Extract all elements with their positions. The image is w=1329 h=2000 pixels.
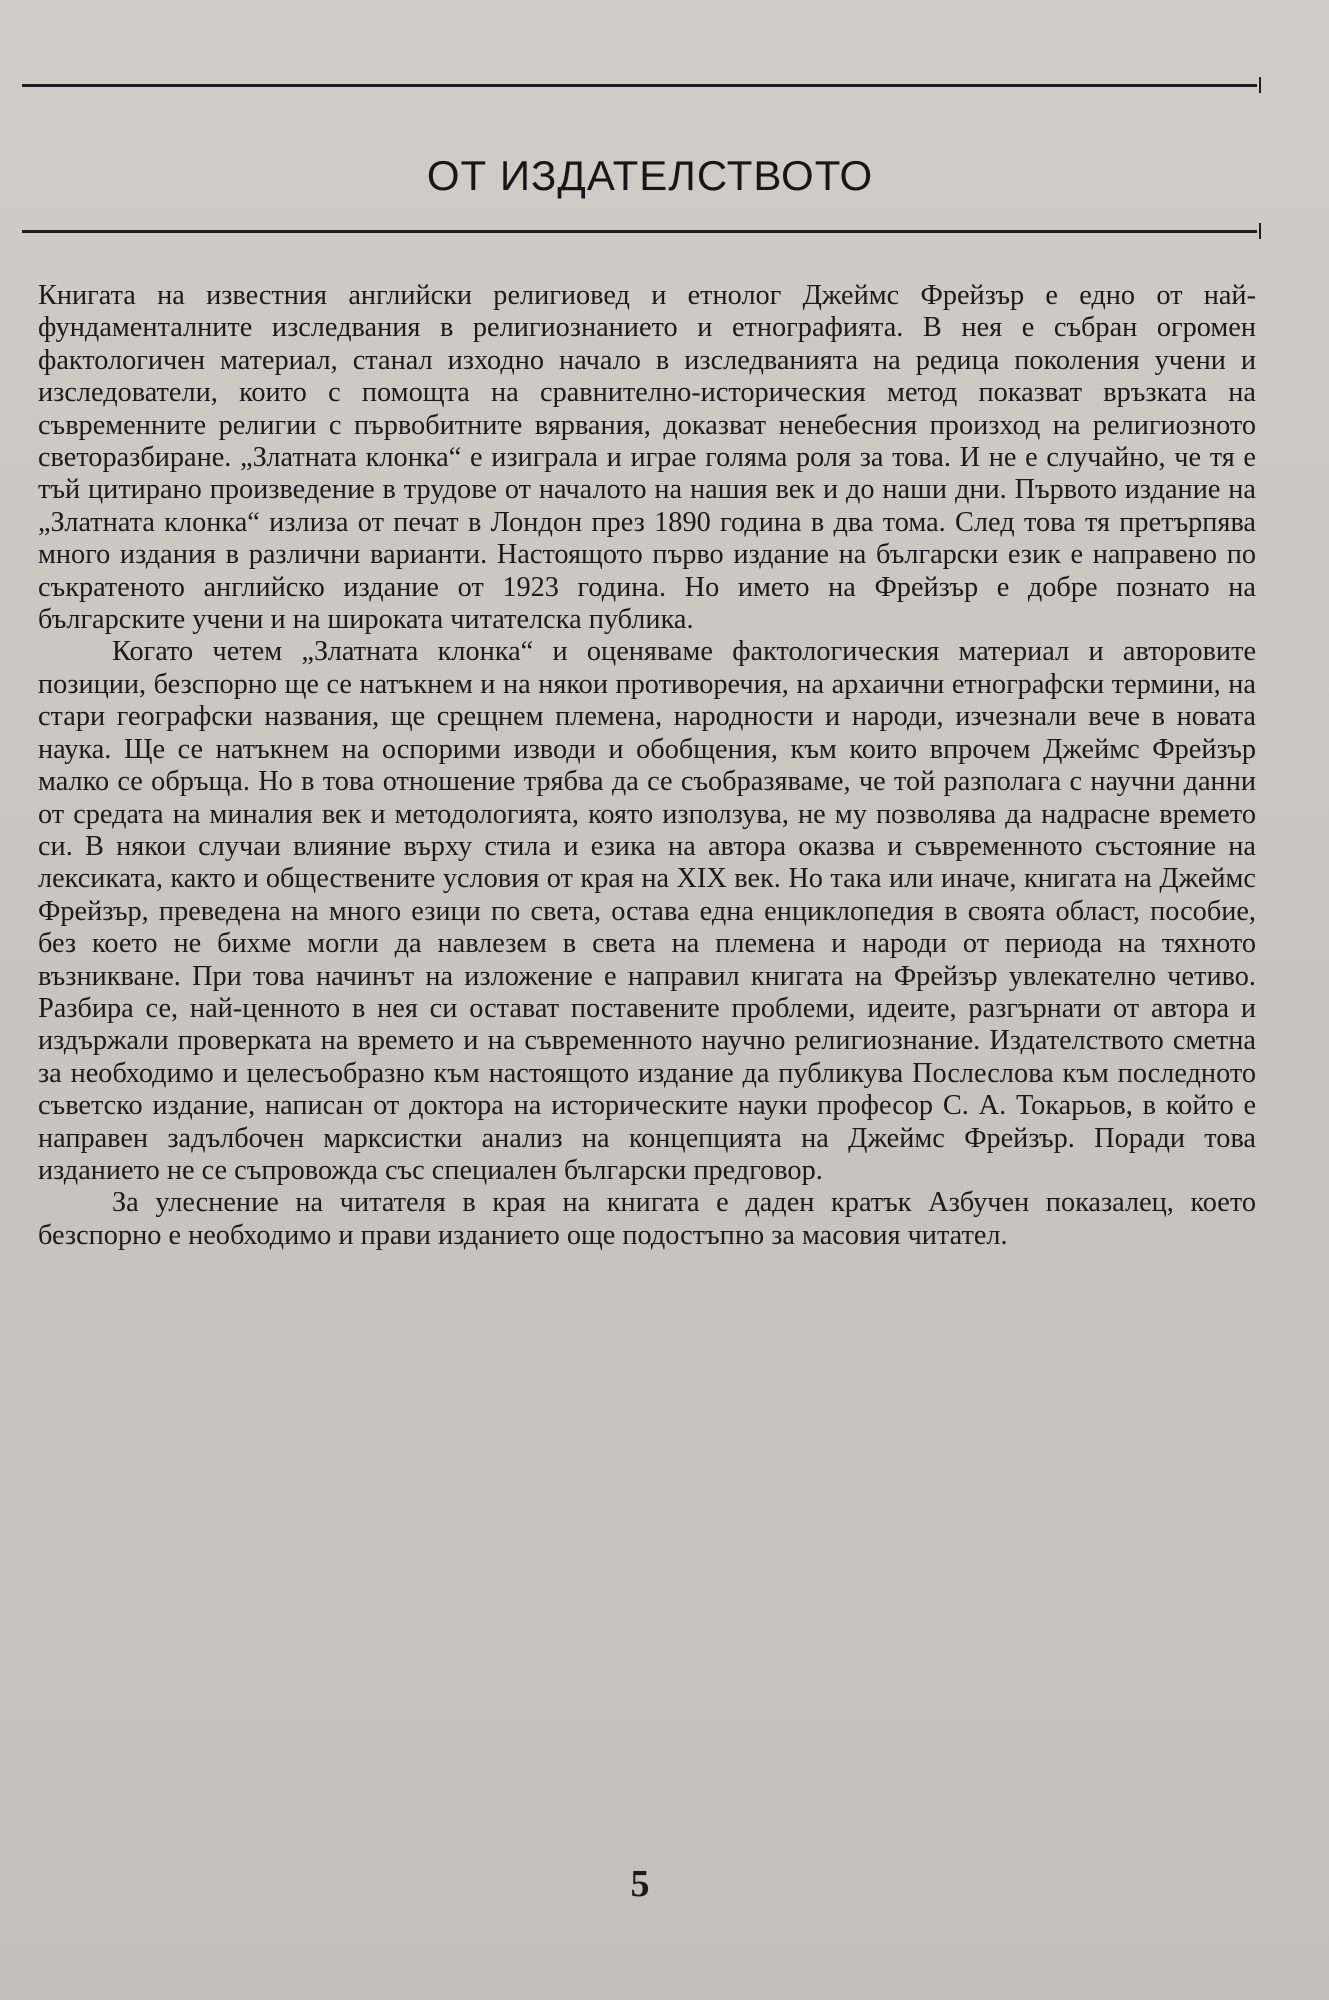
header-top-rule — [22, 84, 1257, 87]
body-text — [38, 280, 1256, 1252]
paragraph-2: Когато четем „Златната клонка“ и оценяваме фактологическия материал и авторовите позиции, безспорно ще се натъкнем и на някои противоречия, на архаични етнографски термини, на стари географски названия, ще срещнем племена, народности и народи, изчезнали вече в новата наука. Ще се натъкнем на оспорими изводи и обобщения, към които впрочем Джеймс Фрейзър малко се обръща. Но в това отношение трябва да се съобразяваме, че той разполага с научни данни от средата на миналия век и методологията, която използува, не му позволява да надрасне времето си. В някои случаи влияние върху стила и езика на автора оказва и съвременното състояние на лексиката, както и обществените условия от края на XIX век. Но така или иначе, книгата на Джеймс Фрейзър, преведена на много езици по света, остава една енциклопедия в своята област, пособие, без което не бихме могли да навлезем в света на племена и народи от периода на тяхното възникване. При това начинът на изложение е направил книгата на Фрейзър увлекателно четиво. Разбира се, най-ценното в нея си остават поставените проблеми, идеите, разгърнати от автора и издържали проверката на времето и на съвременното научно религиознание. Издателството сметна за необходимо и целесъобразно към настоящото издание да публикува Послеслова към последното съветско издание, написан от доктора на историческите науки професор С. А. Токарьов, в който е направен задълбочен марксистки анализ на концепцията на Джеймс Фрейзър. Поради това изданието не се съпровожда със специален български предговор. — [38, 636, 1256, 1186]
header-bottom-rule — [22, 230, 1257, 233]
page-number: 5 — [630, 1863, 650, 1905]
page-title: ОТ ИЗДАТЕЛСТВОТО — [426, 152, 874, 200]
paragraph-1: Книгата на известния английски религиовед и етнолог Джеймс Фрейзър е едно от най-фундаменталните изследвания в религиознанието и етнографията. В нея е събран огромен фактологичен материал, станал изходно начало в изследванията на редица поколения учени и изследователи, които с помощта на сравнително-историческия метод показват връзката на съвременните религии с първобитните вярвания, доказват ненебесния произход на религиозното светоразбиране. „Златната клонка“ е изиграла и играе голяма роля за това. И не е случайно, че тя е тъй цитирано произведение в трудове от началото на нашия век и до наши дни. Първото издание на „Златната клонка“ излиза от печат в Лондон през 1890 година в два тома. След това тя претърпява много издания в различни варианти. Настоящото първо издание на български език е направено по съкратеното английско издание от 1923 година. Но името на Фрейзър е добре познато на българските учени и на широката читателска публика. — [38, 280, 1256, 636]
paragraph-3: За улеснение на читателя в края на книгата е даден кратък Азбучен показалец, което безспорно е необходимо и прави изданието още подостъпно за масовия читател. — [38, 1187, 1256, 1251]
